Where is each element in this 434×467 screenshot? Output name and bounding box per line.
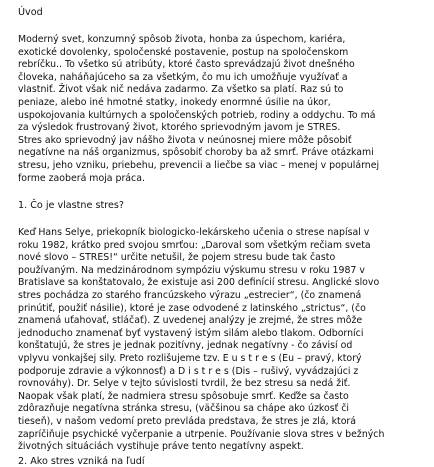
section2-heading: 2. Ako stres vzniká na ľudí	[18, 456, 145, 467]
section1-line: Bratislave sa konštatovalo, že existuje asi 200 definícií stresu. Anglické slovo	[18, 277, 380, 289]
intro-line: rebríčku.. To všetko sú atribúty, ktoré často sprevádzajú život dnešného	[18, 59, 355, 71]
intro-line: exotické dovolenky, spoločenské postavenie, postup na spoločenskom	[18, 46, 349, 58]
section1-line: používaným. Na medzinárodnom sympóziu výskumu stresu v roku 1987 v	[18, 264, 365, 276]
section1-line: Keď Hans Selye, priekopník biologicko-lekárskeho učenia o strese napísal v	[18, 227, 370, 238]
section1-heading: 1. Čo je vlastne stres?	[18, 200, 124, 211]
intro-line: uspokojovania kultúrnych a spoločenských potrieb, rodiny a oddychu. To má	[18, 109, 376, 121]
section1-line: nové slovo – STRES!“ určite netušil, že pojem stresu bude tak často	[18, 252, 336, 264]
section1-line: vplyvu vonkajšej sily. Preto rozlišujeme tzv. E u s t r e s (Eu – pravý, ktorý	[18, 352, 362, 364]
intro-line: forme zaoberá moja práca.	[18, 172, 145, 184]
section1-line: roku 1982, krátko pred svojou smrťou: „Daroval som všetkým rečiam sveta	[18, 239, 371, 251]
section1-paragraph	[18, 227, 420, 454]
intro-line: peniaze, alebo iné hmotné statky, inokedy enormné úsilie na úkor,	[18, 96, 331, 108]
section1-line: jednoducho znamenať byť vystavený istým silám alebo tlakom. Odborníci	[18, 327, 364, 339]
intro-line: človeka, naháňajúceho sa za všetkým, čo mu ich umožňuje využívať a	[18, 71, 348, 83]
section1-line: konštatujú, že stres je jednak pozitívny, jednak negatívny - čo závisí od	[18, 340, 353, 352]
section1-line: životných situáciách vystihuje práve tento negatívny aspekt.	[18, 441, 304, 453]
intro-line: negatívne na náš organizmus, spôsobiť choroby ba až smrť. Práve otázkami	[18, 147, 374, 159]
intro-line: za výsledok frustrovaný život, ktorého sprievodným javom je STRES.	[18, 122, 341, 134]
intro-paragraph	[18, 34, 420, 185]
intro-line: stresu, jeho vzniku, priebehu, prevencii a liečbe sa viac – menej v populárnej	[18, 159, 380, 171]
section1-line: podporuje zdravie a výkonnosť) a D i s t r e s (Dis – rušivý, vyvádzajúci z	[18, 365, 359, 377]
section1-line: Naopak však platí, že nadmiera stresu spôsobuje smrť. Keďže sa často	[18, 390, 349, 402]
section1-line: zdôrazňuje negatívna stránka stresu, (väčšinou sa chápe ako úzkosť či	[18, 403, 350, 415]
section1-line: znamená uťahovať, stláčať). Z uvedenej analýzy je zrejmé, že stres môže	[18, 315, 363, 327]
intro-heading: Úvod	[18, 7, 43, 18]
intro-line: vlastniť. Život však nič nedáva zadarmo. Za všetko sa platí. Raz sú to	[18, 84, 344, 96]
intro-line: Stres ako sprievodný jav nášho života v neúnosnej miere môže pôsobiť	[18, 134, 352, 146]
intro-line: Moderný svet, konzumný spôsob života, honba za úspechom, kariéra,	[18, 34, 346, 45]
section1-line: rovnováhy). Dr. Selye v tejto súvislosti tvrdil, že bez stresu sa nedá žiť.	[18, 378, 351, 390]
section1-line: zapríčiňuje psychické vyčerpanie a utrpenie. Používanie slova stres v bežných	[18, 428, 385, 440]
section1-line: tieseň), v našom vedomí preto prevláda predstava, že stres je zlá, ktorá	[18, 415, 357, 427]
section1-line: stres pochádza zo starého francúzskeho výrazu „estrecier“, (čo znamená	[18, 289, 362, 301]
section1-line: prinútiť, použiť násilie), ktoré je zase odvodené z latinského „strictus“, (čo	[18, 302, 366, 314]
